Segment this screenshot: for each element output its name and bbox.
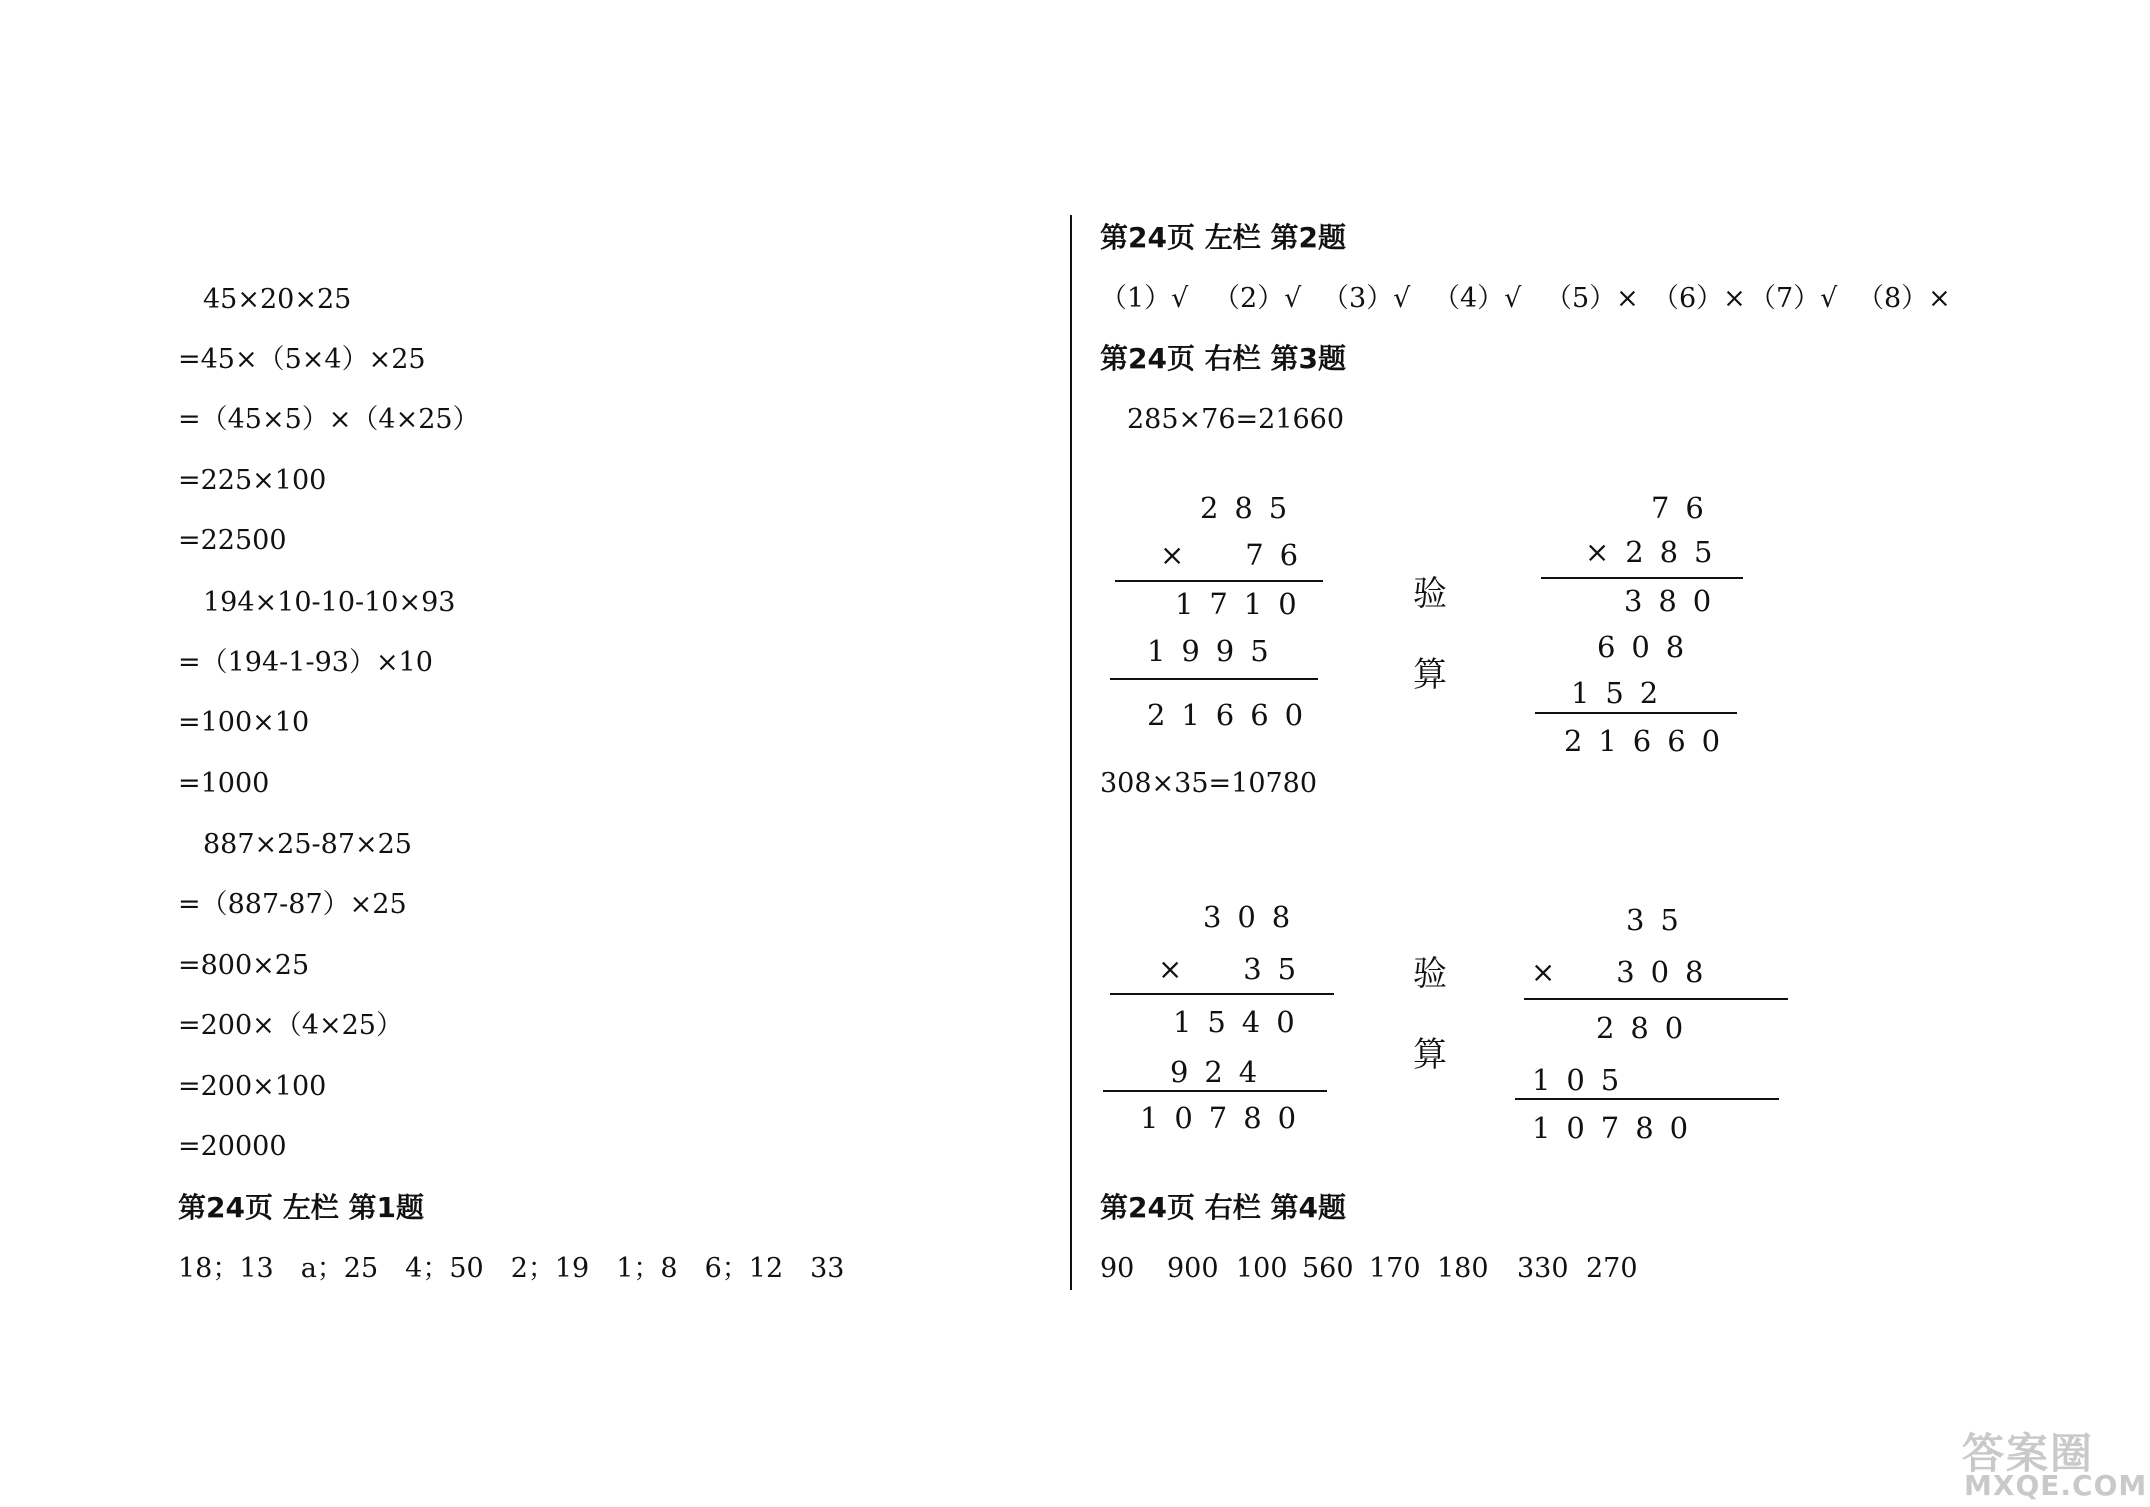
calc-line: =（194-1-93）×10	[178, 647, 433, 678]
calc-line: =22500	[178, 525, 287, 556]
q2-item: （2）√	[1213, 283, 1302, 314]
calc-row: 380	[1624, 584, 1728, 618]
calc-line: 887×25-87×25	[203, 829, 412, 860]
calc-row: 21660	[1147, 698, 1320, 732]
q2-item: （3）√	[1322, 283, 1411, 314]
calc-row: × 76	[1160, 538, 1315, 572]
q4-answer: 170	[1369, 1253, 1421, 1284]
section-heading-q1: 第24页 左栏 第1题	[178, 1191, 424, 1224]
watermark-url: MXQE.COM	[1964, 1469, 2148, 1502]
calc-rule	[1515, 1098, 1779, 1100]
calc-row: × 308	[1531, 955, 1720, 989]
q4-answer: 270	[1586, 1253, 1638, 1284]
calc-line: 45×20×25	[203, 284, 352, 315]
q4-answer: 90	[1100, 1253, 1135, 1284]
calc-line: =（45×5）×（4×25）	[178, 404, 480, 435]
calc-row: ×285	[1585, 535, 1729, 569]
calc-row: 1995	[1147, 634, 1285, 668]
q4-answer: 180	[1437, 1253, 1489, 1284]
calc-row: 280	[1596, 1011, 1700, 1045]
calc-line: =200×100	[178, 1071, 327, 1102]
q4-answer: 100	[1236, 1253, 1288, 1284]
calc-line: 194×10-10-10×93	[203, 587, 456, 618]
calc-line: =1000	[178, 768, 270, 799]
calc-line: =800×25	[178, 950, 310, 981]
q2-item: （7）√	[1749, 283, 1838, 314]
equation-1: 285×76=21660	[1127, 404, 1345, 435]
calc-rule	[1541, 577, 1743, 579]
calc-row: 608	[1597, 630, 1701, 664]
section-heading-q2: 第24页 左栏 第2题	[1100, 221, 1346, 254]
q4-answer: 330	[1517, 1253, 1569, 1284]
calc-line: =225×100	[178, 465, 327, 496]
check-label: 验	[1413, 954, 1447, 994]
check-label: 验	[1413, 574, 1447, 614]
calc-row: 152	[1571, 676, 1675, 710]
q2-item: （5）×	[1545, 283, 1639, 314]
calc-row: 285	[1200, 491, 1304, 525]
calc-line: =45×（5×4）×25	[178, 344, 426, 375]
calc-line: =20000	[178, 1131, 287, 1162]
calc-row: 1710	[1175, 587, 1313, 621]
calc-row: × 35	[1158, 952, 1313, 986]
calc-row: 21660	[1564, 724, 1737, 758]
calc-row: 1540	[1173, 1005, 1311, 1039]
watermark-logo	[1962, 1421, 2148, 1502]
q2-item: （8）×	[1857, 283, 1951, 314]
calc-rule	[1110, 678, 1318, 680]
calc-rule	[1524, 998, 1788, 1000]
calc-line: =100×10	[178, 707, 310, 738]
calc-rule	[1110, 993, 1334, 995]
calc-line: =200×（4×25）	[178, 1010, 403, 1041]
calc-row: 10780	[1532, 1111, 1705, 1145]
calc-row: 76	[1651, 491, 1720, 525]
section-heading-q4: 第24页 右栏 第4题	[1100, 1191, 1346, 1224]
q2-item: （1）√	[1100, 283, 1189, 314]
check-label: 算	[1413, 1035, 1447, 1075]
calc-row: 924	[1170, 1055, 1274, 1089]
watermark-text: 答案圈	[1962, 1429, 2095, 1478]
section-heading-q3: 第24页 右栏 第3题	[1100, 342, 1346, 375]
column-divider	[1070, 215, 1072, 1290]
check-label: 算	[1413, 655, 1447, 695]
q4-answer: 560	[1302, 1253, 1354, 1284]
calc-line: =（887-87）×25	[178, 889, 407, 920]
q1-answer: 18；13 a；25 4；50 2；19 1；8 6；12 33	[178, 1253, 845, 1284]
calc-rule	[1535, 712, 1737, 714]
equation-2: 308×35=10780	[1100, 768, 1318, 799]
calc-rule	[1115, 580, 1323, 582]
calc-row: 308	[1203, 900, 1307, 934]
q2-item: （4）√	[1433, 283, 1522, 314]
q2-item: （6）×	[1652, 283, 1746, 314]
calc-row: 35	[1626, 903, 1695, 937]
calc-row: 105	[1532, 1063, 1636, 1097]
q4-answer: 900	[1167, 1253, 1219, 1284]
calc-rule	[1103, 1090, 1327, 1092]
calc-row: 10780	[1140, 1101, 1313, 1135]
